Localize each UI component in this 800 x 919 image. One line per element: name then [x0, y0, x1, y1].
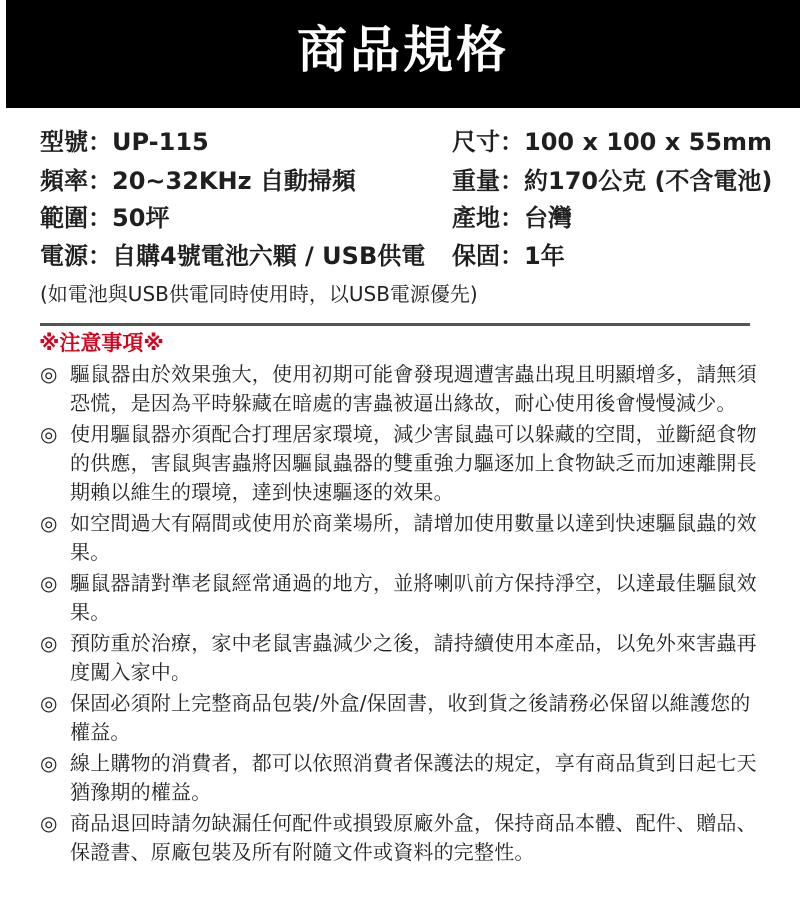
notice-text: 使用驅鼠器亦須配合打理居家環境，減少害鼠蟲可以躲藏的空間，並斷絕食物的供應，害鼠與害蟲將因驅鼠蟲器的雙重強力驅逐加上食物缺乏而加速離開長期賴以維生的環境，達到快速驅逐的效果。	[70, 422, 757, 504]
spec-model: 型號：UP-115	[40, 128, 209, 156]
list-item	[40, 360, 766, 418]
page-title: 商品規格	[297, 21, 509, 79]
list-item	[40, 689, 766, 747]
notice-text: 驅鼠器請對準老鼠經常通過的地方，並將喇叭前方保持淨空，以達最佳驅鼠效果。	[70, 571, 757, 624]
spec-frequency: 頻率：20~32KHz 自動掃頻	[40, 167, 356, 195]
power-priority-note: (如電池與USB供電同時使用時，以USB電源優先)	[40, 282, 478, 306]
notice-text: 商品退回時請勿缺漏任何配件或損毀原廠外盒，保持商品本體、配件、贈品、保證書、原廠包裝及所有附隨文件或資料的完整性。	[70, 811, 757, 864]
notice-text: 保固必須附上完整商品包裝/外盒/保固書，收到貨之後請務必保留以維護您的權益。	[70, 691, 751, 744]
spec-power: 電源：自購4號電池六顆 / USB供電	[40, 242, 426, 270]
list-item	[40, 569, 766, 627]
notice-text: 驅鼠器由於效果強大，使用初期可能會發現週遭害蟲出現且明顯增多，請無須恐慌，是因為平時躲藏在暗處的害蟲被逼出緣故，耐心使用後會慢慢減少。	[70, 362, 757, 415]
double-circle-bullet-icon: ◎	[40, 811, 58, 835]
section-divider	[40, 323, 750, 326]
double-circle-bullet-icon: ◎	[40, 362, 58, 386]
double-circle-bullet-icon: ◎	[40, 691, 58, 715]
notice-text: 預防重於治療，家中老鼠害蟲減少之後，請持續使用本產品，以免外來害蟲再度闖入家中。	[70, 631, 757, 684]
list-item	[40, 509, 766, 567]
list-item	[40, 420, 766, 507]
double-circle-bullet-icon: ◎	[40, 422, 58, 446]
spec-weight: 重量：約170公克 (不含電池)	[452, 167, 773, 195]
spec-warranty: 保固：1年	[452, 242, 565, 270]
list-item	[40, 749, 766, 807]
notice-list	[40, 360, 766, 869]
notice-text: 如空間過大有隔間或使用於商業場所，請增加使用數量以達到快速驅鼠蟲的效果。	[70, 511, 757, 564]
notice-text: 線上購物的消費者，都可以依照消費者保護法的規定，享有商品貨到日起七天猶豫期的權益。	[70, 751, 757, 804]
spec-range: 範圍：50坪	[40, 204, 170, 232]
double-circle-bullet-icon: ◎	[40, 571, 58, 595]
list-item	[40, 629, 766, 687]
notice-title: ※注意事項※	[39, 331, 164, 355]
header-banner	[6, 0, 800, 108]
double-circle-bullet-icon: ◎	[40, 631, 58, 655]
spec-origin: 產地：台灣	[452, 204, 572, 232]
spec-size: 尺寸：100 x 100 x 55mm	[452, 128, 772, 156]
double-circle-bullet-icon: ◎	[40, 751, 58, 775]
double-circle-bullet-icon: ◎	[40, 511, 58, 535]
list-item	[40, 809, 766, 867]
